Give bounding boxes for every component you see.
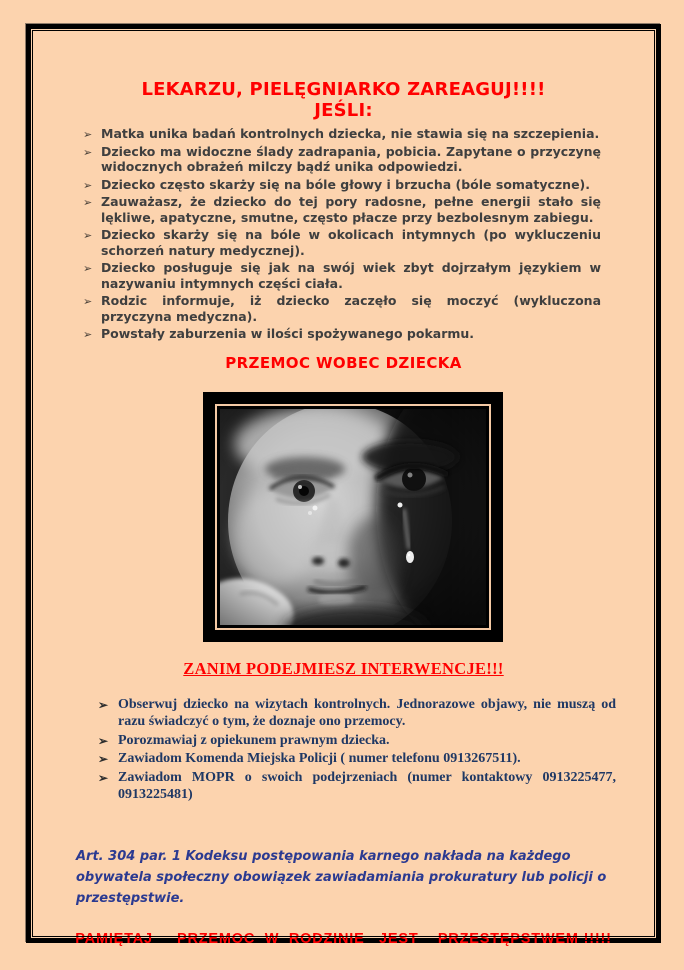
symptom-item-text: Powstały zaburzenia w ilości spożywanego pokarmu. (101, 326, 475, 341)
footer-warning: PAMIĘTAJ PRZEMOC W RODZINIE JEST PRZESTĘPSTWEM !!!!! (75, 930, 612, 947)
photo-section-heading: PRZEMOC WOBEC DZIECKA (225, 353, 462, 372)
arrow-bullet-icon: ➢ (83, 229, 93, 242)
symptom-item-text: Dziecko posługuje się jak na swój wiek zbyt dojrzałym językiem w nazywaniu intymnych części ciała. (101, 260, 601, 291)
main-title-line2: JEŚLI: (314, 100, 373, 121)
intervention-item-text: Porozmawiaj z opiekunem prawnym dziecka. (118, 732, 390, 748)
arrow-bullet-icon: ➢ (83, 262, 93, 275)
symptom-item (83, 260, 601, 291)
arrow-bullet-icon: ➢ (98, 697, 109, 712)
photo-mat (215, 404, 491, 630)
arrow-bullet-icon: ➢ (98, 752, 109, 766)
intervention-item (98, 750, 616, 768)
symptom-item-text: Matka unika badań kontrolnych dziecka, nie stawia się na szczepienia. (101, 126, 600, 141)
intervention-item (98, 696, 616, 731)
symptoms-list (83, 126, 601, 342)
arrow-bullet-icon: ➢ (98, 770, 109, 785)
intervention-item (98, 732, 616, 750)
intervention-item-text: Zawiadom Komenda Miejska Policji ( numer telefonu 0913267511). (118, 751, 521, 766)
symptom-item (83, 326, 601, 342)
intervention-list (98, 696, 616, 804)
crying-baby-photo (220, 409, 486, 625)
intervention-heading: ZANIM PODEJMIESZ INTERWENCJE!!! (183, 658, 504, 678)
poster-content (31, 29, 656, 947)
intervention-item-text: Zawiadom MOPR o swoich podejrzeniach (numer kontaktowy 0913225477, 0913225481) (118, 769, 616, 802)
symptom-item (83, 144, 601, 175)
symptom-item (83, 126, 601, 142)
symptom-item-text: Rodzic informuje, iż dziecko zaczęło się moczyć (wykluczona przyczyna medyczna). (101, 293, 601, 324)
intervention-item-text: Obserwuj dziecko na wizytach kontrolnych. Jednorazowe objawy, nie muszą od razu świadczyć o tym, że doznaje ono przemocy. (118, 696, 616, 729)
symptom-item (83, 194, 601, 225)
arrow-bullet-icon: ➢ (83, 145, 93, 159)
symptom-item (83, 227, 601, 258)
arrow-bullet-icon: ➢ (83, 295, 93, 308)
legal-note: Art. 304 par. 1 Kodeksu postępowania karnego nakłada na każdego obywatela społeczny obowiązek zawiadamiania prokuratury lub policji o przestępstwie. (76, 848, 607, 906)
symptom-item (83, 177, 601, 193)
arrow-bullet-icon: ➢ (98, 733, 109, 748)
symptom-item-text: Dziecko często skarży się na bóle głowy i brzucha (bóle somatyczne). (101, 176, 591, 192)
symptom-item-text: Dziecko skarży się na bóle w okolicach intymnych (po wykluczeniu schorzeń natury medycznej). (101, 227, 601, 258)
arrow-bullet-icon: ➢ (83, 328, 93, 341)
symptom-item-text: Zauważasz, że dziecko do tej pory radosne, pełne energii stało się lękliwe, apatyczne, smutne, często płacze przy bezbolesnym zabiegu. (101, 194, 601, 225)
symptom-item-text: Dziecko ma widoczne ślady zadrapania, pobicia. Zapytane o przyczynę widocznych obrażeń milczy bądź unika odpowiedzi. (101, 143, 601, 174)
main-title-line1: LEKARZU, PIELĘGNIARKO ZAREAGUJ!!!! (141, 79, 546, 100)
page-border-frame (26, 24, 661, 947)
symptom-item (83, 293, 601, 324)
intervention-item (98, 769, 616, 804)
arrow-bullet-icon: ➢ (83, 196, 93, 209)
photo-frame (203, 392, 503, 642)
arrow-bullet-icon: ➢ (83, 178, 93, 192)
arrow-bullet-icon: ➢ (83, 128, 93, 141)
